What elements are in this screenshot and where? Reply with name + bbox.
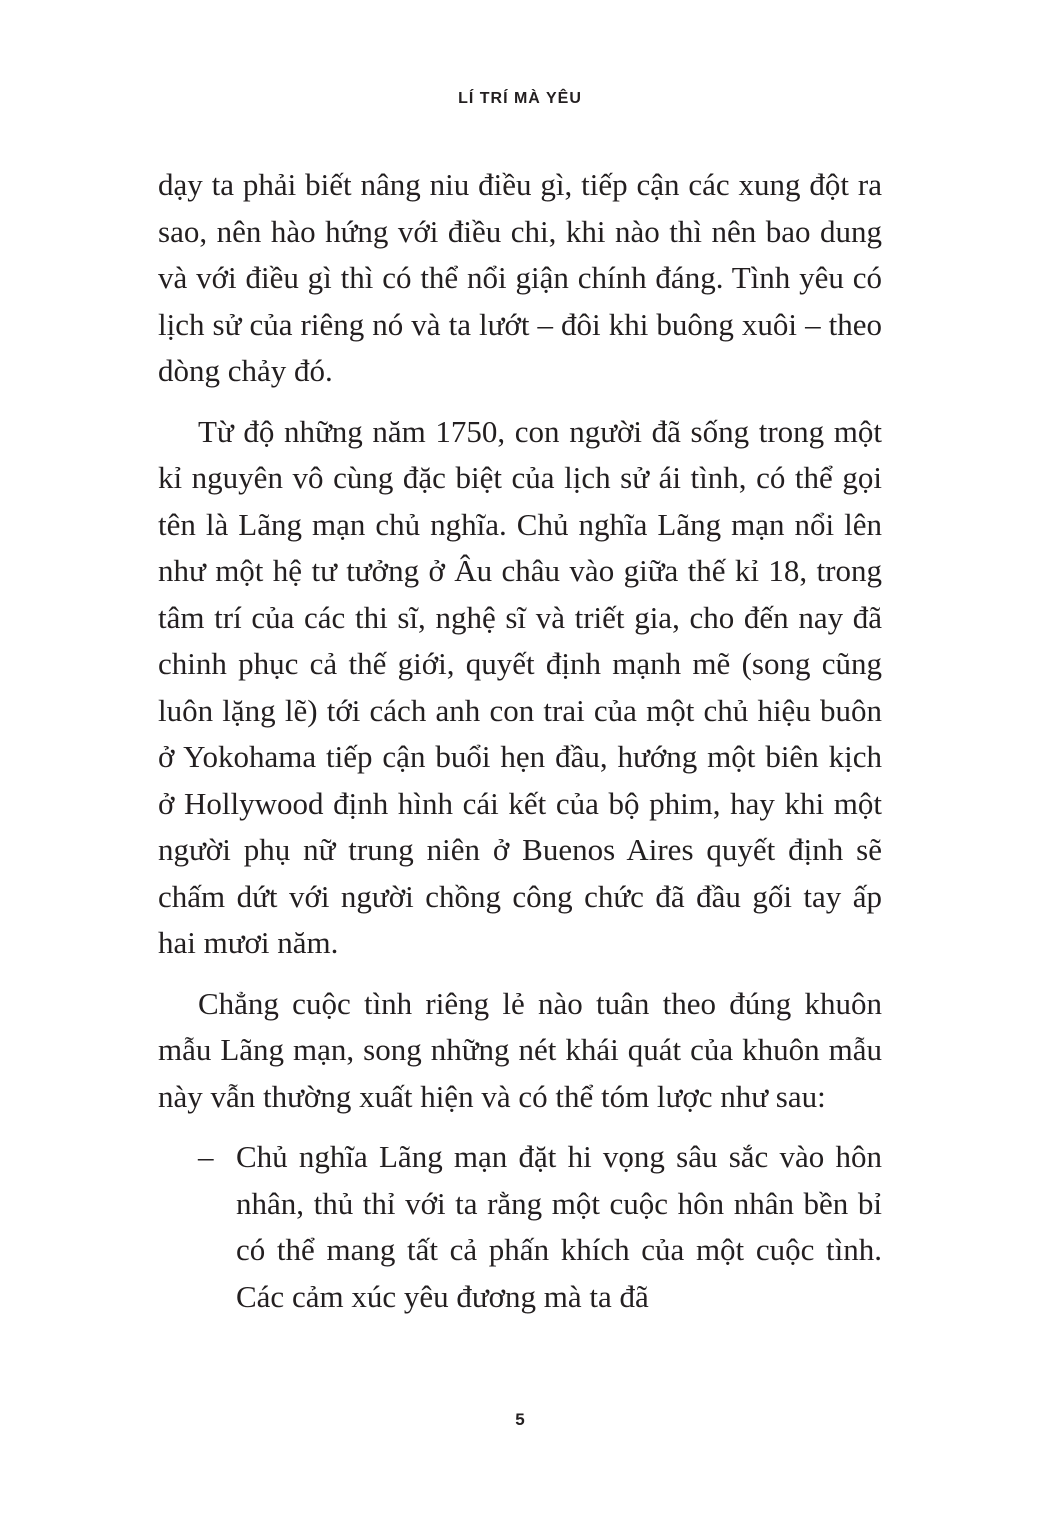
page-number: 5 xyxy=(515,1410,525,1429)
list-item xyxy=(158,1134,882,1320)
paragraph-template-intro: Chẳng cuộc tình riêng lẻ nào tuân theo đúng khuôn mẫu Lãng mạn, song những nét khái quát của khuôn mẫu này vẫn thường xuất hiện và có thể tóm lược như sau: xyxy=(158,985,882,1114)
running-header: LÍ TRÍ MÀ YÊU xyxy=(458,90,582,107)
paragraph-romanticism: Từ độ những năm 1750, con người đã sống trong một kỉ nguyên vô cùng đặc biệt của lịch sử ái tình, có thể gọi tên là Lãng mạn chủ nghĩa. Chủ nghĩa Lãng mạn nổi lên như một hệ tư tưởng ở Âu châu vào giữa thế kỉ 18, trong tâm trí của các thi sĩ, nghệ sĩ và triết gia, cho đến nay đã chinh phục cả thế giới, quyết định mạnh mẽ (song cũng luôn lặng lẽ) tới cách anh con trai của một chủ hiệu buôn ở Yokohama tiếp cận buổi hẹn đầu, hướng một biên kịch ở Hollywood định hình cái kết của bộ phim, hay khi một người phụ nữ trung niên ở Buenos Aires quyết định sẽ chấm dứt với người chồng công chức đã đầu gối tay ấp hai mươi năm. xyxy=(158,413,882,960)
paragraph-continuation: dạy ta phải biết nâng niu điều gì, tiếp cận các xung đột ra sao, nên hào hứng với điều chi, khi nào thì nên bao dung và với điều gì thì có thể nổi giận chính đáng. Tình yêu có lịch sử của riêng nó và ta lướt – đôi khi buông xuôi – theo dòng chảy đó. xyxy=(158,167,882,388)
dash-bullet-icon: – xyxy=(198,1139,214,1174)
body-text xyxy=(158,162,882,1320)
list-item-text: Chủ nghĩa Lãng mạn đặt hi vọng sâu sắc vào hôn nhân, thủ thỉ với ta rằng một cuộc hôn nhân bền bỉ có thể mang tất cả phấn khích của một cuộc tình. Các cảm xúc yêu đương mà ta đã xyxy=(236,1139,882,1314)
